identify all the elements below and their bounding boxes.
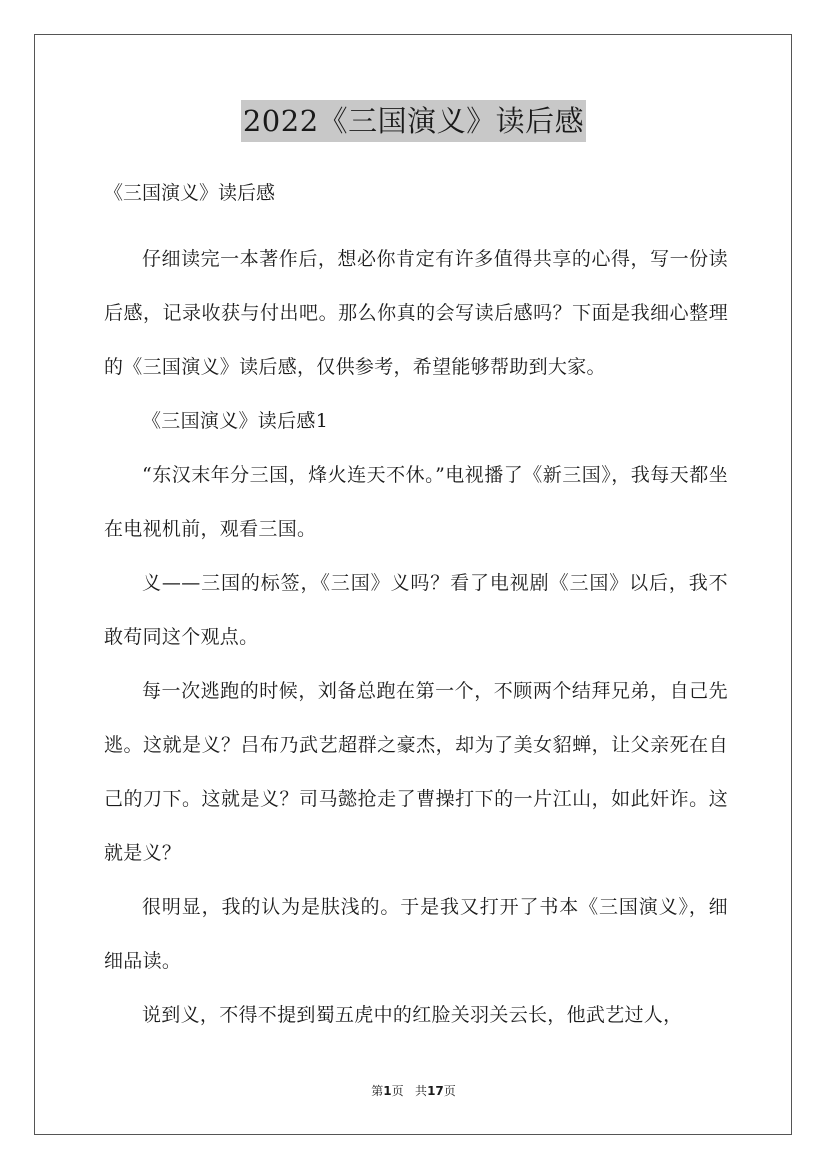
document-subtitle: 《三国演义》读后感 xyxy=(104,182,276,204)
paragraph: 很明显，我的认为是肤浅的。于是我又打开了书本《三国演义》，细细品读。 xyxy=(104,896,728,972)
total-suffix: 页 xyxy=(443,1084,456,1098)
page-suffix: 页 xyxy=(391,1084,404,1098)
paragraph-intro: 仔细读完一本著作后，想必你肯定有许多值得共享的心得，写一份读后感，记录收获与付出吧。那么你真的会写读后感吗？下面是我细心整理的《三国演义》读后感，仅供参考，希望能够帮助到大家。 xyxy=(104,248,728,378)
title-container xyxy=(0,100,827,142)
document-body xyxy=(104,232,728,1042)
document-title: 2022《三国演义》读后感 xyxy=(241,100,586,142)
paragraph: “东汉末年分三国，烽火连天不休。”电视播了《新三国》，我每天都坐在电视机前，观看三国。 xyxy=(104,464,728,540)
total-prefix: 共 xyxy=(415,1084,428,1098)
total-pages: 17 xyxy=(427,1084,444,1098)
section-heading: 《三国演义》读后感1 xyxy=(142,410,329,432)
page-prefix: 第 xyxy=(371,1084,384,1098)
paragraph: 义——三国的标签，《三国》义吗？看了电视剧《三国》以后，我不敢苟同这个观点。 xyxy=(104,572,728,648)
page-number: 1 xyxy=(383,1084,392,1098)
paragraph: 每一次逃跑的时候，刘备总跑在第一个，不顾两个结拜兄弟，自己先逃。这就是义？吕布乃武艺超群之豪杰，却为了美女貂蝉，让父亲死在自己的刀下。这就是义？司马懿抢走了曹操打下的一片江山，如此奸诈。这就是义？ xyxy=(104,680,728,864)
paragraph: 说到义，不得不提到蜀五虎中的红脸关羽关云长，他武艺过人， xyxy=(142,1004,683,1026)
page-footer xyxy=(0,1083,827,1099)
